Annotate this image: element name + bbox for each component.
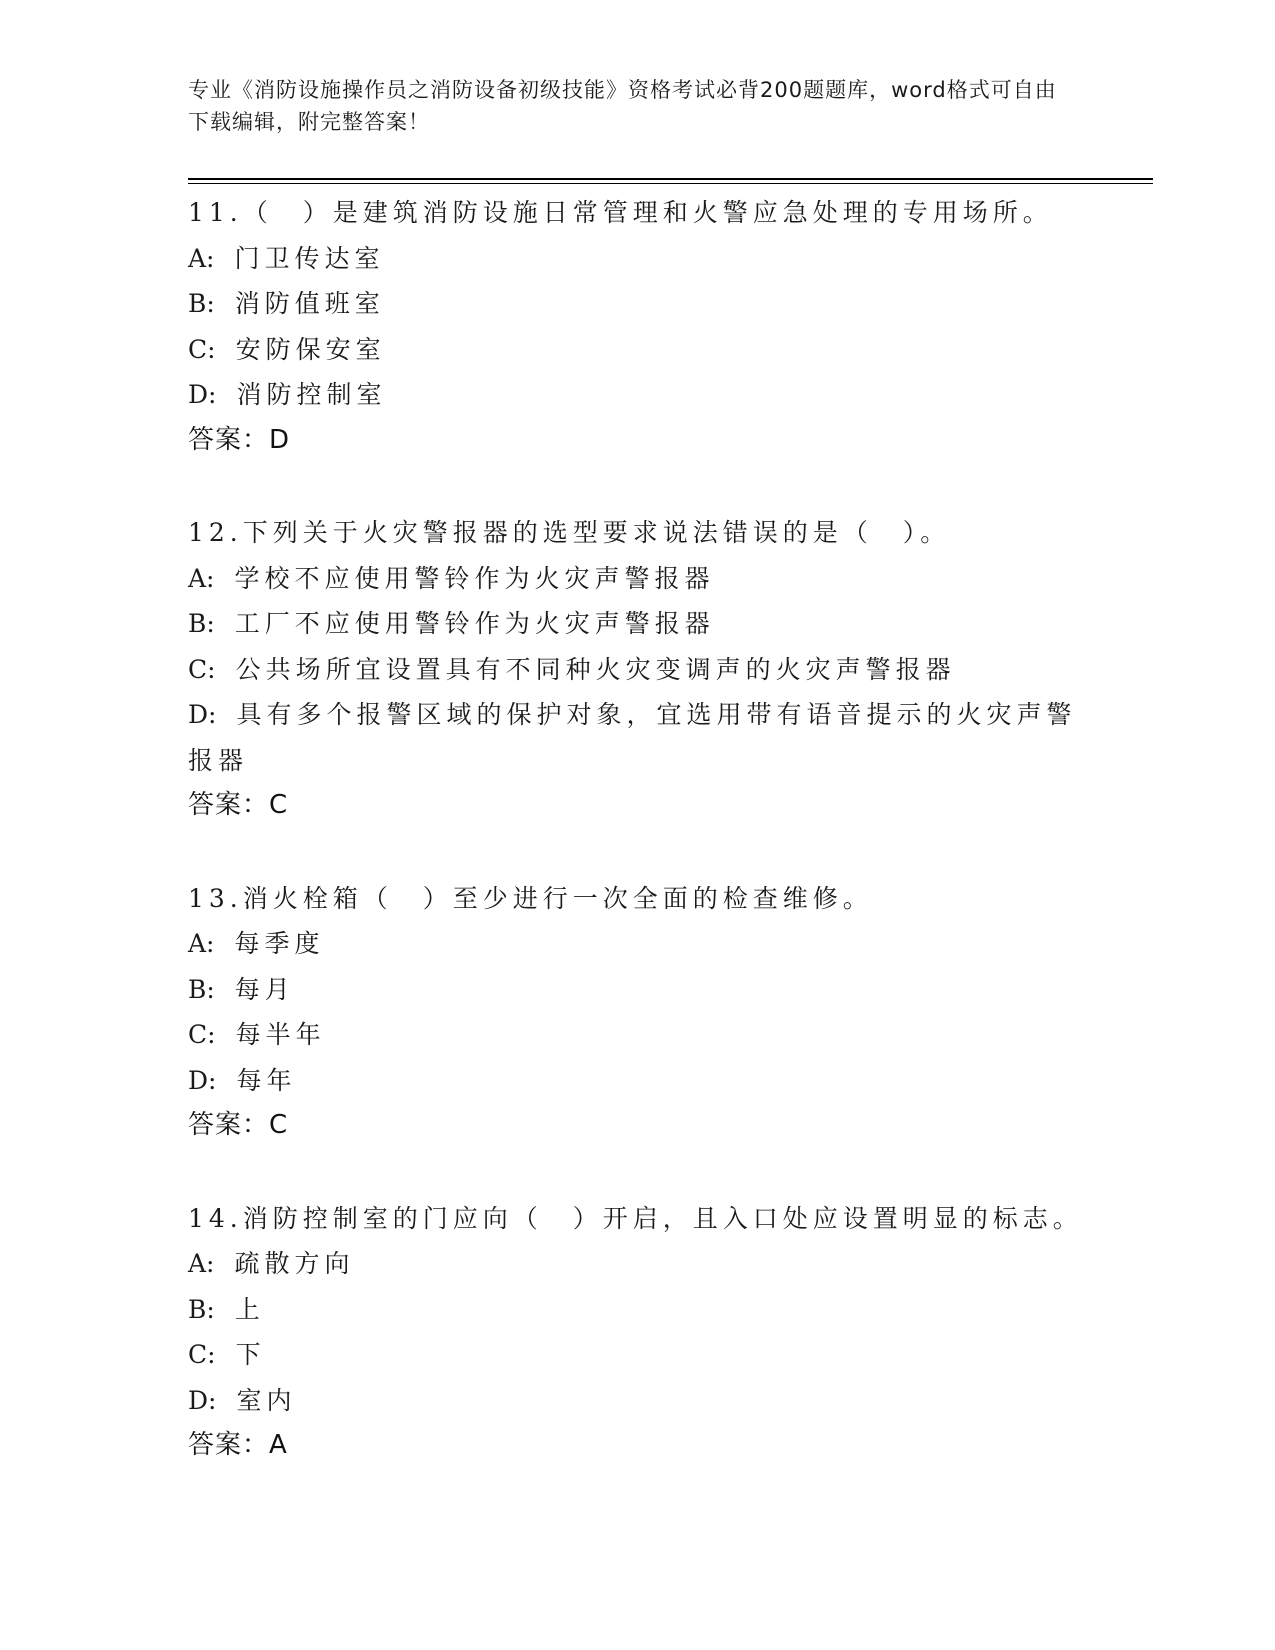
header-divider-thick: [188, 178, 1153, 180]
option-text: 门卫传达室: [234, 243, 385, 273]
option-c: [188, 647, 1088, 693]
option-text: 消防值班室: [234, 289, 385, 318]
option-text: 每季度: [234, 929, 325, 958]
option-a: [188, 921, 1088, 967]
question-stem: 13.消火栓箱（ ）至少进行一次全面的检查维修。: [188, 883, 873, 913]
answer-label: 答案：: [188, 1430, 270, 1460]
option-key: C:: [188, 1340, 216, 1369]
question-stem: 12.下列关于火灾警报器的选型要求说法错误的是（ ）。: [188, 518, 951, 547]
option-key: D:: [188, 1385, 217, 1415]
option-key: C:: [188, 1020, 216, 1049]
option-d: [188, 1378, 1088, 1424]
answer-value: D: [269, 424, 291, 455]
answer-value: C: [269, 790, 289, 820]
question-12: [188, 510, 1088, 829]
option-text: 每年: [236, 1065, 297, 1095]
option-b: [188, 967, 1088, 1013]
option-d: [188, 372, 1088, 418]
question-13: [188, 876, 1088, 1149]
option-b: [188, 1287, 1088, 1333]
option-key: D:: [188, 700, 217, 729]
answer-line: [188, 783, 1088, 829]
option-text: 上: [234, 1294, 265, 1324]
option-text: 每半年: [235, 1020, 326, 1049]
question-list: [188, 190, 1088, 1516]
option-c: [188, 327, 1088, 373]
option-key: C:: [188, 334, 216, 364]
option-c: [188, 1012, 1088, 1058]
option-key: A:: [188, 563, 215, 593]
option-key: A:: [188, 1249, 215, 1278]
option-text: 每月: [234, 974, 295, 1004]
option-key: C:: [188, 654, 216, 684]
answer-label: 答案：: [188, 424, 270, 455]
option-text: 学校不应使用警铃作为火灾声警报器: [234, 563, 715, 593]
option-b: [188, 601, 1088, 647]
answer-line: [188, 1423, 1088, 1469]
option-text: 下: [235, 1340, 266, 1369]
option-key: B:: [188, 609, 215, 638]
option-text: 公共场所宜设置具有不同种火灾变调声的火灾声警报器: [235, 654, 956, 684]
question-14: [188, 1196, 1088, 1469]
option-a: [188, 236, 1088, 282]
header-divider-thin: [188, 183, 1153, 184]
option-key: D:: [188, 1065, 217, 1095]
option-text: 疏散方向: [234, 1249, 355, 1278]
answer-line: [188, 1103, 1088, 1149]
option-key: A:: [188, 929, 215, 958]
answer-line: [188, 418, 1088, 464]
option-c: [188, 1332, 1088, 1378]
option-text: 室内: [236, 1385, 297, 1415]
option-d: [188, 1058, 1088, 1104]
answer-value: C: [269, 1110, 289, 1140]
document-intro: 专业《消防设施操作员之消防设备初级技能》资格考试必背200题题库，word格式可自由下载编辑，附完整答案！: [188, 78, 1057, 134]
option-text: 具有多个报警区域的保护对象，宜选用带有语音提示的火灾声警报器: [188, 700, 1077, 775]
question-stem: 14.消防控制室的门应向（ ）开启，且入口处应设置明显的标志。: [188, 1203, 1083, 1233]
option-key: D:: [188, 380, 217, 409]
answer-label: 答案：: [188, 1110, 270, 1140]
option-text: 消防控制室: [236, 380, 387, 409]
option-text: 安防保安室: [235, 334, 386, 364]
answer-label: 答案：: [188, 790, 270, 820]
option-b: [188, 281, 1088, 327]
option-a: [188, 1241, 1088, 1287]
option-key: A:: [188, 243, 215, 273]
option-key: B:: [188, 289, 215, 318]
question-stem: 11.（ ）是建筑消防设施日常管理和火警应急处理的专用场所。: [188, 198, 1053, 227]
question-11: [188, 190, 1088, 463]
option-d: [188, 692, 1088, 783]
answer-value: A: [269, 1430, 288, 1460]
option-text: 工厂不应使用警铃作为火灾声警报器: [234, 609, 715, 638]
option-key: B:: [188, 1294, 215, 1324]
option-a: [188, 556, 1088, 602]
option-key: B:: [188, 974, 215, 1004]
